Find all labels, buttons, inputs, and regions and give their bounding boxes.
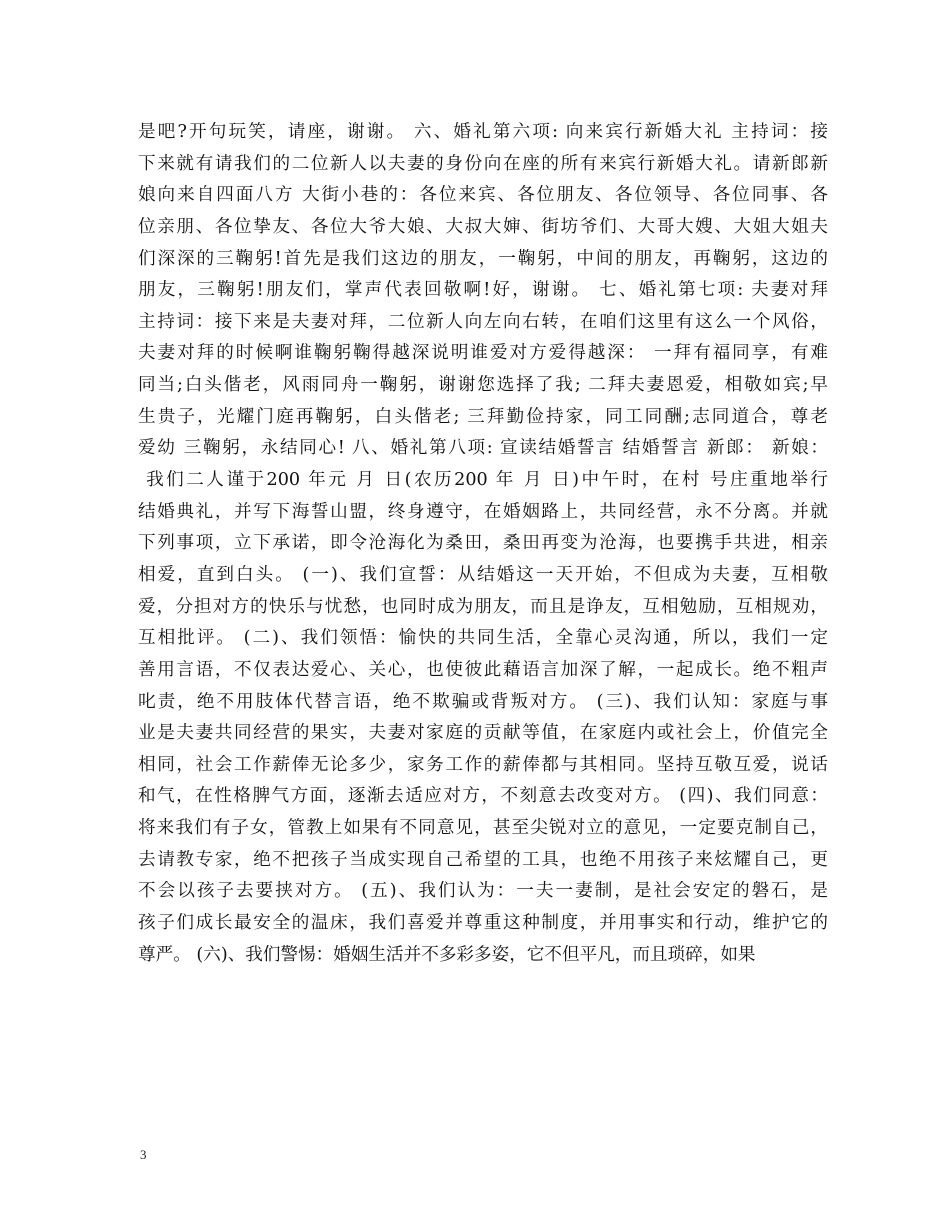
text-line: 将来我们有子女，管教上如果有不同意见，甚至尖锐对立的意见，一定要克制自己， [138, 818, 828, 839]
text-line: 娘向来自四面八方 大街小巷的：各位来宾、各位朋友、各位领导、各位同事、各 [138, 185, 828, 206]
text-line: 不会以孩子去要挟对方。 (五)、我们认为：一夫一妻制，是社会安定的磐石，是 [138, 881, 828, 902]
text-line: 叱责，绝不用肢体代替言语，绝不欺骗或背叛对方。 (三)、我们认知：家庭与事 [138, 691, 828, 712]
text-line: 相同，社会工作薪俸无论多少，家务工作的薪俸都与其相同。坚持互敬互爱，说话 [138, 754, 828, 775]
text-line: 相爱，直到白头。 (一)、我们宣誓：从结婚这一天开始，不但成为夫妻，互相敬 [138, 564, 828, 585]
text-line: 们深深的三鞠躬!首先是我们这边的朋友，一鞠躬，中间的朋友，再鞠躬，这边的 [138, 248, 828, 269]
text-line: 结婚典礼，并写下海誓山盟，终身遵守，在婚姻路上，共同经营，永不分离。并就 [138, 501, 828, 522]
text-line: 善用言语，不仅表达爱心、关心，也使彼此藉语言加深了解，一起成长。绝不粗声 [138, 659, 828, 680]
text-line: 和气，在性格脾气方面，逐渐去适应对方，不刻意去改变对方。 (四)、我们同意： [138, 786, 828, 807]
text-line: 夫妻对拜的时候啊谁鞠躬鞠得越深说明谁爱对方爱得越深： 一拜有福同享，有难 [138, 343, 828, 364]
text-line: 互相批评。 (二)、我们领悟：愉快的共同生活，全靠心灵沟通，所以，我们一定 [138, 628, 828, 649]
text-line: 下来就有请我们的二位新人以夫妻的身份向在座的所有来宾行新婚大礼。请新郎新 [138, 153, 828, 174]
text-line: 尊严。 (六)、我们警惕：婚姻生活并不多彩多姿，它不但平凡，而且琐碎，如果 [138, 944, 756, 965]
text-line: 去请教专家，绝不把孩子当成实现自己希望的工具，也绝不用孩子来炫耀自己，更 [138, 849, 828, 870]
body-text [138, 117, 828, 971]
text-line: 是吧?开句玩笑，请座，谢谢。 六、婚礼第六项: 向来宾行新婚大礼 主持词：接 [138, 122, 828, 142]
text-line: 我们二人谨于200 年元 月 日(农历200 年 月 日)中午时，在村 号庄重地举行 [138, 470, 828, 491]
text-line: 主持词：接下来是夫妻对拜，二位新人向左向右转，在咱们这里有这么一个风俗， [138, 311, 828, 332]
text-line: 同当;白头偕老，风雨同舟一鞠躬，谢谢您选择了我; 二拜夫妻恩爱，相敬如宾;早 [138, 375, 828, 396]
text-line: 朋友，三鞠躬!朋友们，掌声代表回敬啊!好，谢谢。 七、婚礼第七项: 夫妻对拜 [138, 280, 828, 301]
text-line: 爱幼 三鞠躬，永结同心! 八、婚礼第八项: 宣读结婚誓言 结婚誓言 新郎： 新娘： [138, 438, 828, 459]
text-line: 业是夫妻共同经营的果实，夫妻对家庭的贡献等值，在家庭内或社会上，价值完全 [138, 723, 828, 744]
text-line: 生贵子，光耀门庭再鞠躬，白头偕老; 三拜勤俭持家，同工同酬;志同道合，尊老 [138, 406, 828, 427]
page-number: 3 [140, 1147, 147, 1162]
text-line: 位亲朋、各位挚友、各位大爷大娘、大叔大婶、街坊爷们、大哥大嫂、大姐大姐夫 [138, 216, 828, 237]
text-line: 孩子们成长最安全的温床，我们喜爱并尊重这种制度，并用事实和行动，维护它的 [138, 913, 828, 934]
text-line: 爱，分担对方的快乐与忧愁，也同时成为朋友，而且是诤友，互相勉励，互相规劝， [138, 596, 828, 617]
text-line: 下列事项，立下承诺，即令沧海化为桑田，桑田再变为沧海，也要携手共进，相亲 [138, 533, 828, 554]
